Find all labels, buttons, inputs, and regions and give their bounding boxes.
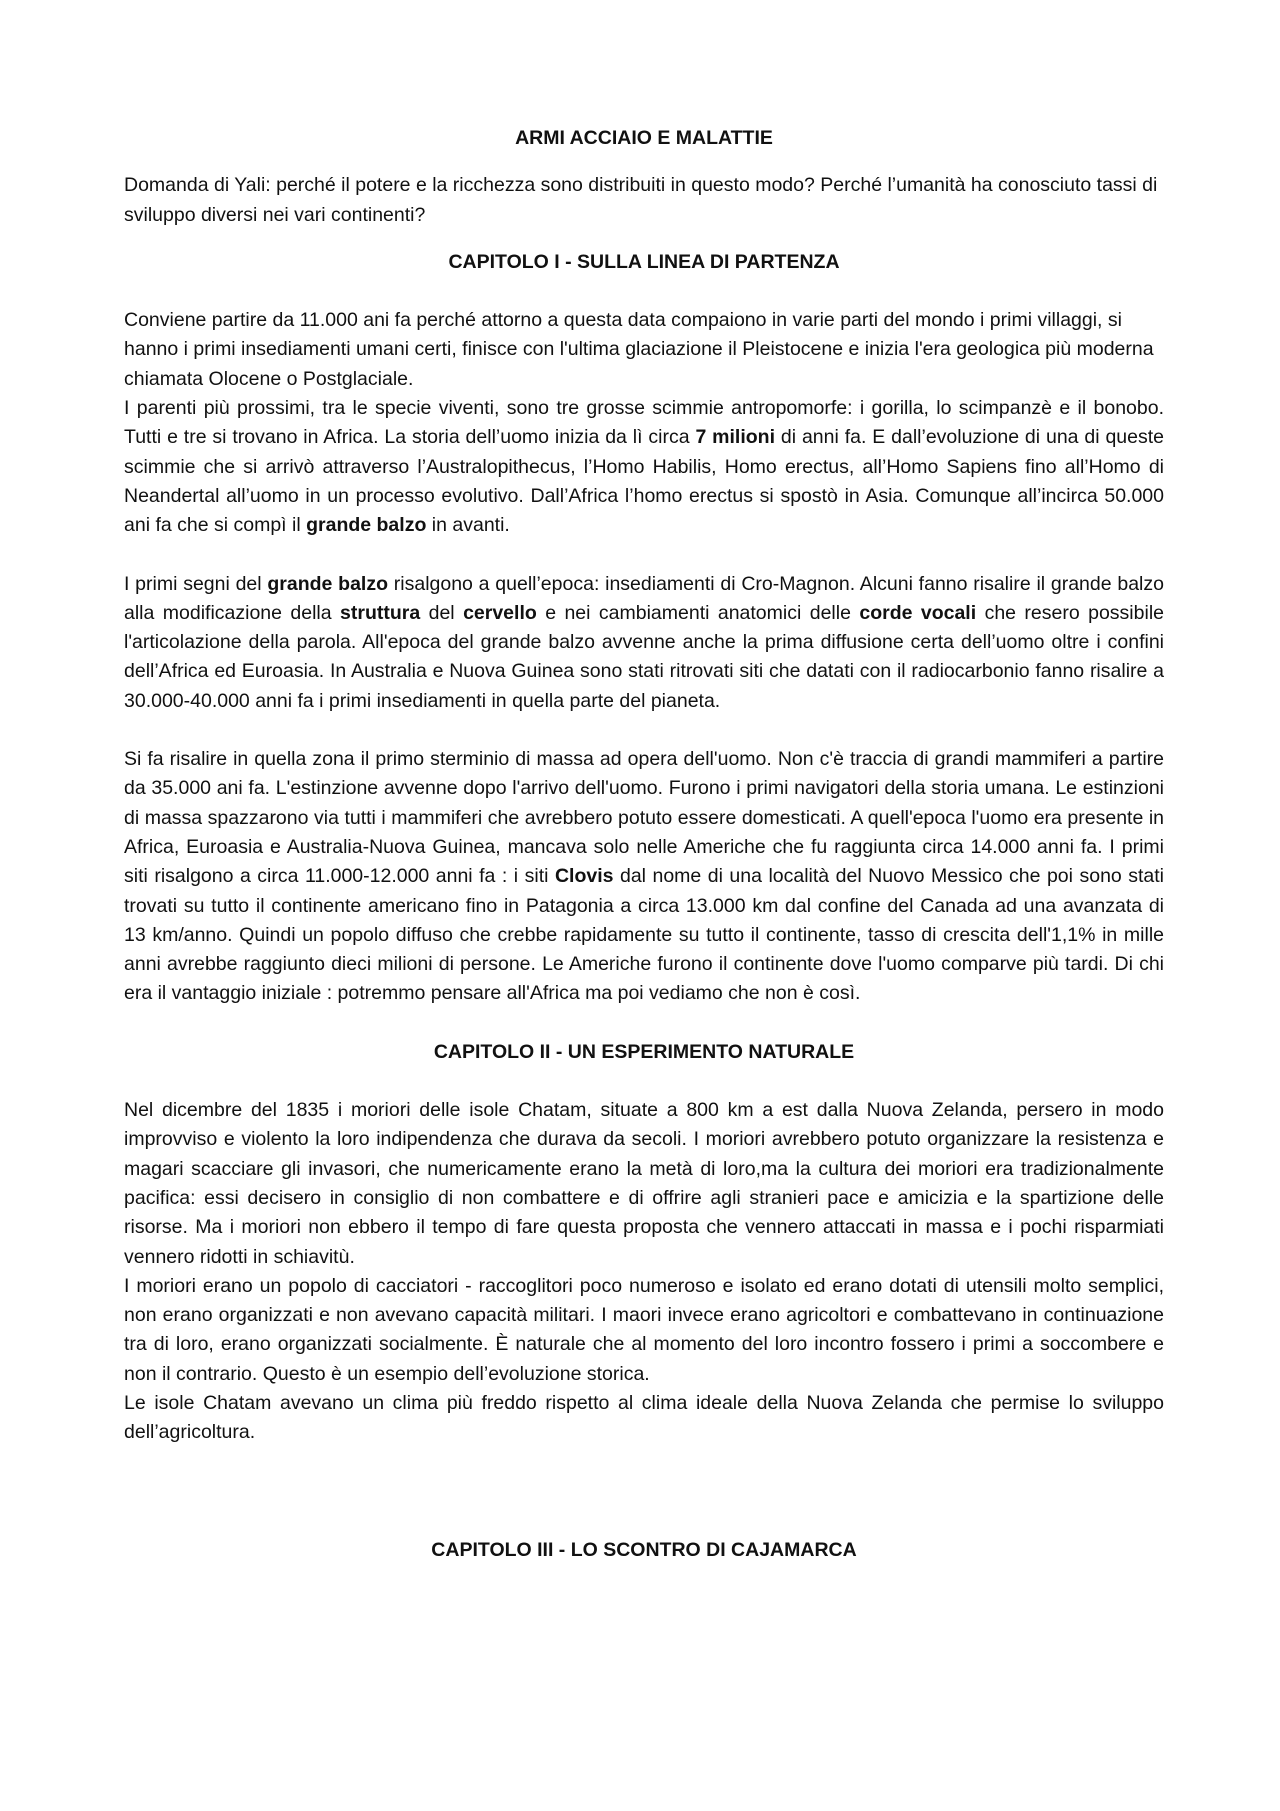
chapter-2-paragraph-2: I moriori erano un popolo di cacciatori - raccoglitori poco numeroso e isolato ed erano dotati di utensili molto semplici, non erano organizzati e non avevano capacità militari. I maori invece erano agricoltori e combattevano in continuazione tra di loro, erano organizzati socialmente. È naturale che al momento del loro incontro fossero i primi a soccombere e non il contrario. Questo è un esempio dell’evoluzione storica. (124, 1274, 1164, 1385)
bold-text: cervello (463, 601, 537, 624)
chapter-2-paragraph-1: Nel dicembre del 1835 i moriori delle isole Chatam, situate a 800 km a est dalla Nuova Zelanda, persero in modo improvviso e violento la loro indipendenza che durava da secoli. I moriori avrebbero potuto organizzare la resistenza e magari scacciare gli invasori, che numericamente erano la metà di loro,ma la cultura dei moriori era tradizionalmente pacifica: essi decisero in consiglio di non combattere e di offrire agli stranieri pace e amicizia e la spartizione delle risorse. Ma i moriori non ebbero il tempo di fare questa proposta che vennero attaccati in massa e i pochi risparmiati vennero ridotti in schiavitù. (124, 1099, 1164, 1268)
bold-text: Clovis (554, 865, 614, 888)
text-run: risalgono a quell’epoca: insediamenti di Cro-Magnon. Alcuni fanno risalire il grande balzo alla modificazione della (124, 572, 1164, 624)
chapter-2-paragraph-3: Le isole Chatam avevano un clima più freddo rispetto al clima ideale della Nuova Zelanda che permise lo sviluppo dell’agricoltura. (124, 1391, 1164, 1444)
bold-text: struttura (340, 601, 421, 624)
chapter-1-paragraph-3 (124, 570, 1164, 716)
text-run: Si fa risalire in quella zona il primo sterminio di massa ad opera dell'uomo. Non c'è traccia di grandi mammiferi a partire da 35.000 ani fa. L'estinzione avvenne dopo l'arrivo dell'uomo. Furono i primi navigatori della storia umana. Le estinzioni di massa spazzarono via tutti i mammiferi che avrebbero potuto essere domesticati. A quell'epoca l'uomo era presente in Africa, Euroasia e Australia-Nuova Guinea, mancava solo nelle Americhe che fu raggiunta circa 14.000 anni fa. I primi siti risalgono a circa 11.000-12.000 anni fa : i siti (124, 748, 1164, 888)
chapter-1-paragraph-4 (124, 745, 1164, 1009)
intro-paragraph: Domanda di Yali: perché il potere e la ricchezza sono distribuiti in questo modo? Perché l’umanità ha conosciuto tassi di sviluppo diversi nei vari continenti? (124, 174, 1158, 226)
bold-text: grande balzo (306, 514, 427, 537)
bold-text: corde vocali (859, 601, 977, 624)
text-run: in avanti. (426, 514, 510, 537)
text-run: I parenti più prossimi, tra le specie viventi, sono tre grosse scimmie antropomorfe: i gorilla, lo scimpanzè e il bonobo. Tutti e tre si trovano in Africa. La storia dell’uomo inizia da lì circa (124, 397, 1164, 449)
chapter-1-heading: CAPITOLO I - SULLA LINEA DI PARTENZA (448, 250, 840, 273)
bold-text: 7 milioni (695, 426, 776, 449)
text-run: di anni fa. E dall’evoluzione di una di queste scimmie che si arrivò attraverso l’Australopithecus, l’Homo Habilis, Homo erectus, all’Homo Sapiens fino all’Homo di Neandertal all’uomo in un processo evolutivo. Dall’Africa l’homo erectus si spostò in Asia. Comunque all’incirca 50.000 ani fa che si compì il (124, 426, 1164, 537)
chapter-1-paragraph-2 (124, 394, 1164, 540)
text-run: del (420, 601, 464, 624)
text-run: che resero possibile l'articolazione della parola. All'epoca del grande balzo avvenne anche la prima diffusione certa dell’uomo oltre i confini dell’Africa ed Euroasia. In Australia e Nuova Guinea sono stati ritrovati siti che datati con il radiocarbonio fanno risalire a 30.000-40.000 anni fa i primi insediamenti in quella parte del pianeta. (124, 601, 1164, 712)
document-title: ARMI ACCIAIO E MALATTIE (515, 127, 773, 149)
bold-text: grande balzo (267, 572, 388, 595)
chapter-1-paragraph-1: Conviene partire da 11.000 ani fa perché attorno a questa data compaiono in varie parti del mondo i primi villaggi, si hanno i primi insediamenti umani certi, finisce con l'ultima glaciazione il Pleistocene e inizia l'era geologica più moderna chiamata Olocene o Postglaciale. (124, 309, 1154, 390)
text-run: e nei cambiamenti anatomici delle (536, 601, 860, 624)
document-body (124, 124, 1164, 1565)
chapter-3-heading: CAPITOLO III - LO SCONTRO DI CAJAMARCA (431, 1538, 857, 1561)
text-run: dal nome di una località del Nuovo Messico che poi sono stati trovati su tutto il continente americano fino in Patagonia a circa 13.000 km dal confine del Canada ad una avanzata di 13 km/anno. Quindi un popolo diffuso che crebbe rapidamente su tutto il continente, tasso di crescita dell'1,1% in mille anni avrebbe raggiunto dieci milioni di persone. Le Americhe furono il continente dove l'uomo comparve più tardi. Di chi era il vantaggio iniziale : potremmo pensare all'Africa ma poi vediamo che non è così. (124, 865, 1165, 1005)
chapter-2-heading: CAPITOLO II - UN ESPERIMENTO NATURALE (433, 1040, 855, 1063)
text-run: I primi segni del (124, 572, 268, 595)
